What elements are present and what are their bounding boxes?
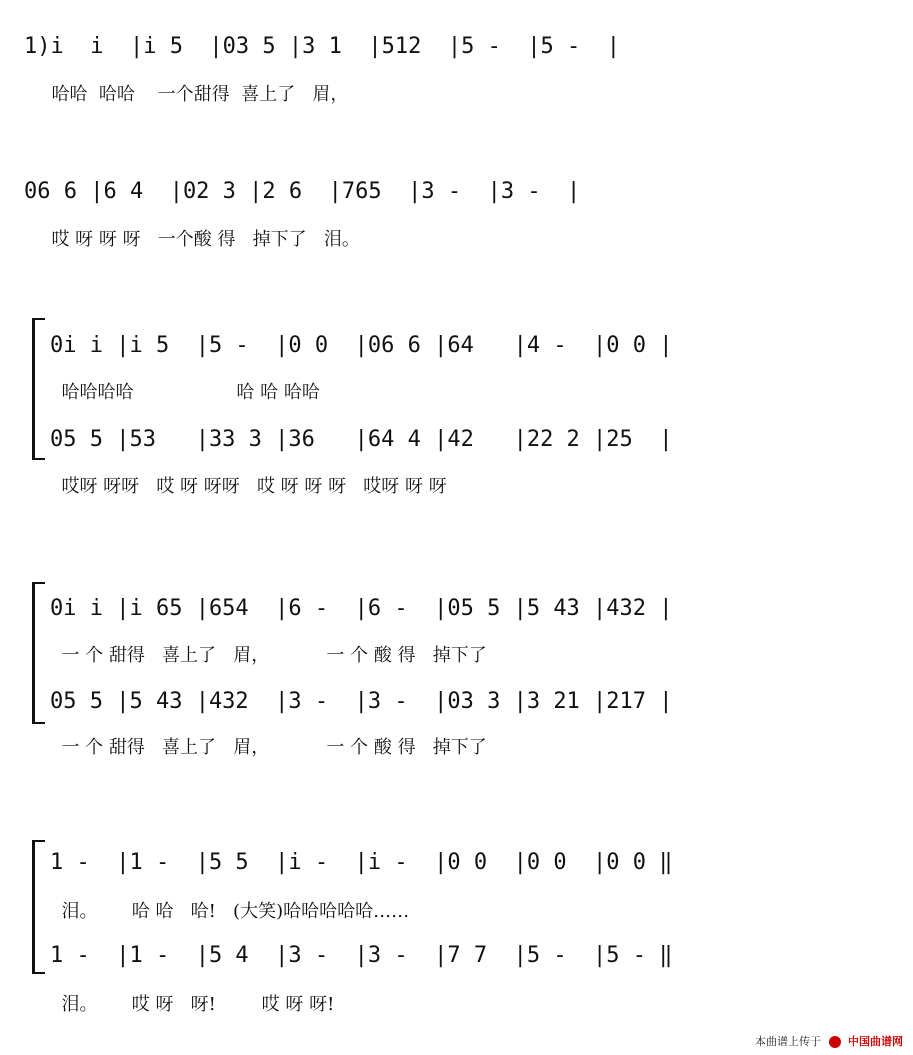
lyric-row-6: 一 个 甜得 喜上了 眉， 一 个 酸 得 掉下了 — [50, 737, 487, 758]
watermark-text: 本曲谱上传于 — [755, 1035, 821, 1048]
lyric-row-1: 哈哈 哈哈 一个甜得 喜上了 眉， — [40, 84, 349, 105]
watermark-brand: 中国曲谱网 — [848, 1035, 903, 1048]
notation-row-6: 05 5 |5 43 |432 |3 - |3 - |03 3 |3 21 |217 | — [50, 689, 673, 714]
lyric-row-5: 一 个 甜得 喜上了 眉， 一 个 酸 得 掉下了 — [50, 645, 487, 666]
lyric-row-3: 哈哈哈哈 哈 哈 哈哈 — [50, 382, 320, 403]
lyric-row-2: 哎 呀 呀 呀 一个酸 得 掉下了 泪。 — [40, 229, 360, 250]
notation-row-8: 1 - |1 - |5 4 |3 - |3 - |7 7 |5 - |5 - ‖ — [50, 943, 673, 968]
notation-row-7: 1 - |1 - |5 5 |i - |i - |0 0 |0 0 |0 0 ‖ — [50, 850, 673, 875]
logo-icon — [829, 1036, 841, 1048]
system-brace-3 — [32, 840, 45, 974]
lyric-row-4: 哎呀 呀呀 哎 呀 呀呀 哎 呀 呀 呀 哎呀 呀 呀 — [50, 476, 447, 497]
system-brace-1 — [32, 318, 45, 460]
notation-row-1: 1)i i |i 5 |03 5 |3 1 |512 |5 - |5 - | — [24, 34, 621, 59]
notation-row-2: 06 6 |6 4 |02 3 |2 6 |765 |3 - |3 - | — [24, 179, 581, 204]
lyric-row-7: 泪。 哈 哈 哈! (大笑)哈哈哈哈哈…… — [50, 901, 410, 922]
notation-row-4: 05 5 |53 |33 3 |36 |64 4 |42 |22 2 |25 | — [50, 427, 673, 452]
lyric-row-8: 泪。 哎 呀 呀! 哎 呀 呀! — [50, 994, 335, 1015]
notation-row-3: 0i i |i 5 |5 - |0 0 |06 6 |64 |4 - |0 0 | — [50, 333, 673, 358]
notation-row-5: 0i i |i 65 |654 |6 - |6 - |05 5 |5 43 |432 | — [50, 596, 673, 621]
system-brace-2 — [32, 582, 45, 724]
watermark — [755, 1033, 903, 1049]
